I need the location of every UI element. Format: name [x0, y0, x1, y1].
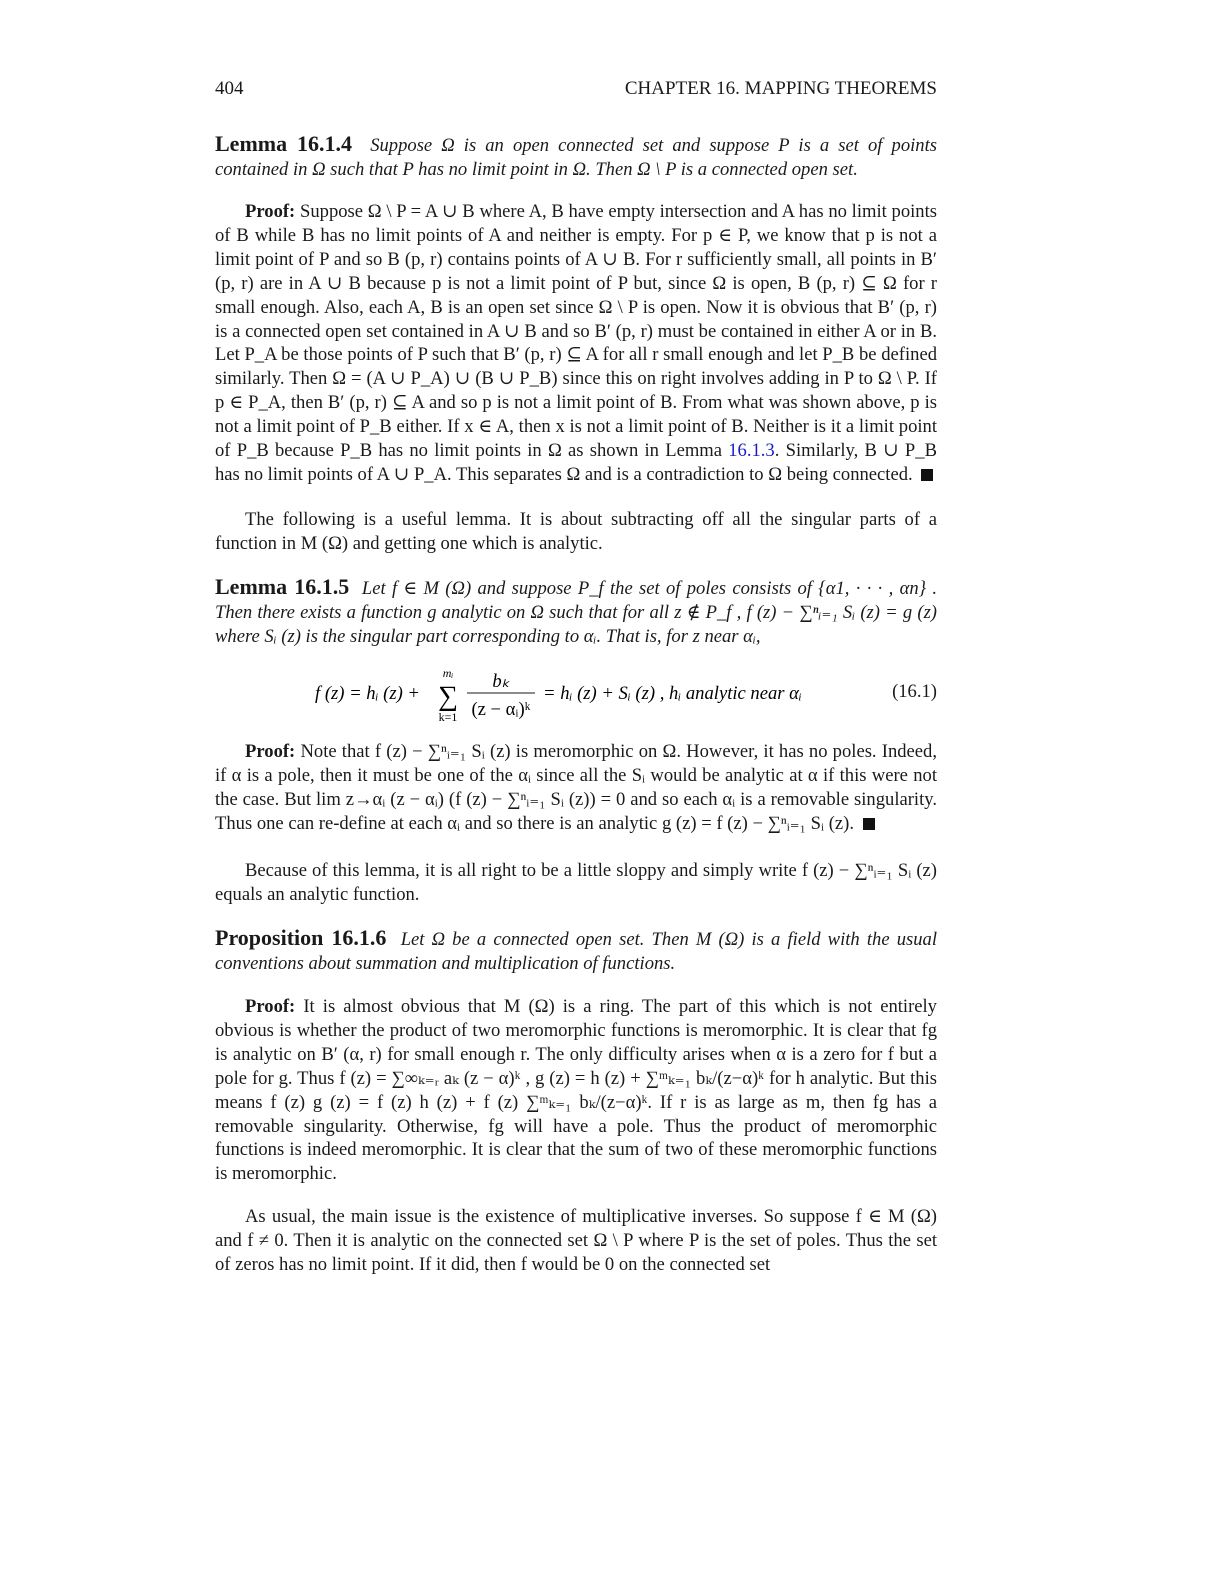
chapter-title: CHAPTER 16. MAPPING THEOREMS: [624, 78, 937, 99]
equation-body: [315, 665, 875, 725]
proof-label: Proof:: [245, 996, 296, 1017]
fraction-numerator: bₖ: [492, 671, 510, 692]
lemma-statement: Suppose Ω is an open connected set and suppose P is a set of points contained in Ω such that P has no limit point in Ω. Then Ω \ P is a connected open set.: [215, 135, 938, 180]
lemma-statement: Let f ∈ M (Ω) and suppose P_f the set of poles consists of {α1, · · · , αn} . Then there exists a function g analytic on Ω such that for all z ∉ P_f , f (z) − ∑ⁿᵢ₌₁ Sᵢ (z) = g (z) where Sᵢ (z) is the singular part corresponding to αᵢ. That is, for z near αᵢ,: [215, 578, 938, 647]
proof-16-1-5: [215, 740, 937, 836]
lemma-16-1-4: [215, 132, 937, 182]
qed-symbol: [921, 469, 933, 481]
fraction-denominator: (z − αᵢ)ᵏ: [471, 699, 531, 720]
lemma-reference-link[interactable]: 16.1.3: [728, 440, 775, 462]
proposition-16-1-6: [215, 926, 937, 976]
paragraph-following: The following is a useful lemma. It is about subtracting off all the singular parts of a function in M (Ω) and getting one which is analytic.: [215, 509, 937, 554]
proof-label: Proof:: [245, 201, 296, 222]
proof-label: Proof:: [245, 741, 296, 762]
proof-16-1-6: [215, 995, 937, 1186]
sum-lower-limit: k=1: [438, 710, 458, 724]
sum-symbol: ∑: [438, 681, 458, 712]
equation-number: (16.1): [892, 681, 937, 702]
page-number: 404: [215, 78, 244, 99]
qed-symbol: [863, 818, 875, 830]
running-header: [215, 78, 937, 100]
sum-upper-limit: mᵢ: [442, 666, 454, 680]
proposition-heading: Proposition 16.1.6: [215, 925, 387, 950]
proof-text: Suppose Ω \ P = A ∪ B where A, B have empty intersection and A has no limit points of B while B has no limit points of A and neither is empty. For p ∈ P, we know that p is not a limit point of P and so B (p, r) contains points of A ∪ B. For r sufficiently small, all points in B′ (p, r) are in A ∪ B because p is not a limit point of P but, since Ω is open, B (p, r) ⊆ Ω for r small enough. Also, each A, B is an open set since Ω \ P is open. Now it is obvious that B′ (p, r) is a connected open set contained in A ∪ B and so B′ (p, r) must be contained in either A or in B. Let P_A be those points of P such that B′ (p, r) ⊆ A for all r small enough and let P_B be defined similarly. Then Ω = (A ∪ P_A) ∪ (B ∪ P_B) since this on right involves adding in P to Ω \ P. If p ∈ P_A, then B′ (p, r) ⊆ A and so p is not a limit point of B. From what was shown above, p is not a limit point of P_B either. If x ∈ A, then x is not a limit point of B. Neither is it a limit point of P_B because P_B has no limit points in Ω as shown in Lemma: [215, 201, 937, 462]
equation-rhs: = hᵢ (z) + Sᵢ (z) , hᵢ analytic near αᵢ: [543, 683, 802, 704]
lemma-heading: Lemma 16.1.5: [215, 574, 350, 599]
proposition-statement: Let Ω be a connected open set. Then M (Ω) is a field with the usual conventions about summation and multiplication of functions.: [215, 929, 938, 974]
equation-16-1: [215, 665, 937, 725]
proof-text-end: . Similarly, B ∪ P_B has no limit points of A ∪ P_A. This separates Ω and is a contradiction to Ω being connected.: [215, 440, 937, 485]
paragraph-as-usual: As usual, the main issue is the existence of multiplicative inverses. So suppose f ∈ M (Ω) and f ≠ 0. Then it is analytic on the connected set Ω \ P where P is the set of poles. Thus the set of zeros has no limit point. If it did, then f would be 0 on the connected set: [215, 1206, 937, 1275]
lemma-16-1-5: [215, 575, 937, 649]
proof-text: Note that f (z) − ∑ⁿᵢ₌₁ Sᵢ (z) is meromorphic on Ω. However, it has no poles. Indeed, if α is a pole, then it must be one of the αᵢ since all the Sᵢ would be analytic at α if this were not the case. But lim z→αᵢ (z − αᵢ) (f (z) − ∑ⁿᵢ₌₁ Sᵢ (z)) = 0 and so each αᵢ is a removable singularity. Thus one can re-define at each αᵢ and so there is an analytic g (z) = f (z) − ∑ⁿᵢ₌₁ Sᵢ (z).: [215, 741, 938, 834]
lemma-heading: Lemma 16.1.4: [215, 131, 353, 156]
proof-16-1-4: [215, 200, 937, 487]
equation-lhs: f (z) = hᵢ (z) +: [315, 683, 420, 704]
paragraph-because: Because of this lemma, it is all right to be a little sloppy and simply write f (z) − ∑ⁿᵢ₌₁ Sᵢ (z) equals an analytic function.: [215, 860, 937, 905]
proof-text: It is almost obvious that M (Ω) is a ring. The part of this which is not entirely obvious is whether the product of two meromorphic functions is meromorphic. It is clear that fg is analytic on B′ (α, r) for small enough r. The only difficulty arises when α is a zero for f but a pole for g. Thus f (z) = ∑∞ₖ₌ᵣ aₖ (z − α)ᵏ , g (z) = h (z) + ∑ᵐₖ₌₁ bₖ/(z−α)ᵏ for h analytic. But this means f (z) g (z) = f (z) h (z) + f (z) ∑ᵐₖ₌₁ bₖ/(z−α)ᵏ. If r is as large as m, then fg has a removable singularity. Otherwise, fg will have a pole. Thus the product of meromorphic functions is indeed meromorphic. It is clear that the sum of two of these meromorphic functions is meromorphic.: [215, 996, 937, 1185]
